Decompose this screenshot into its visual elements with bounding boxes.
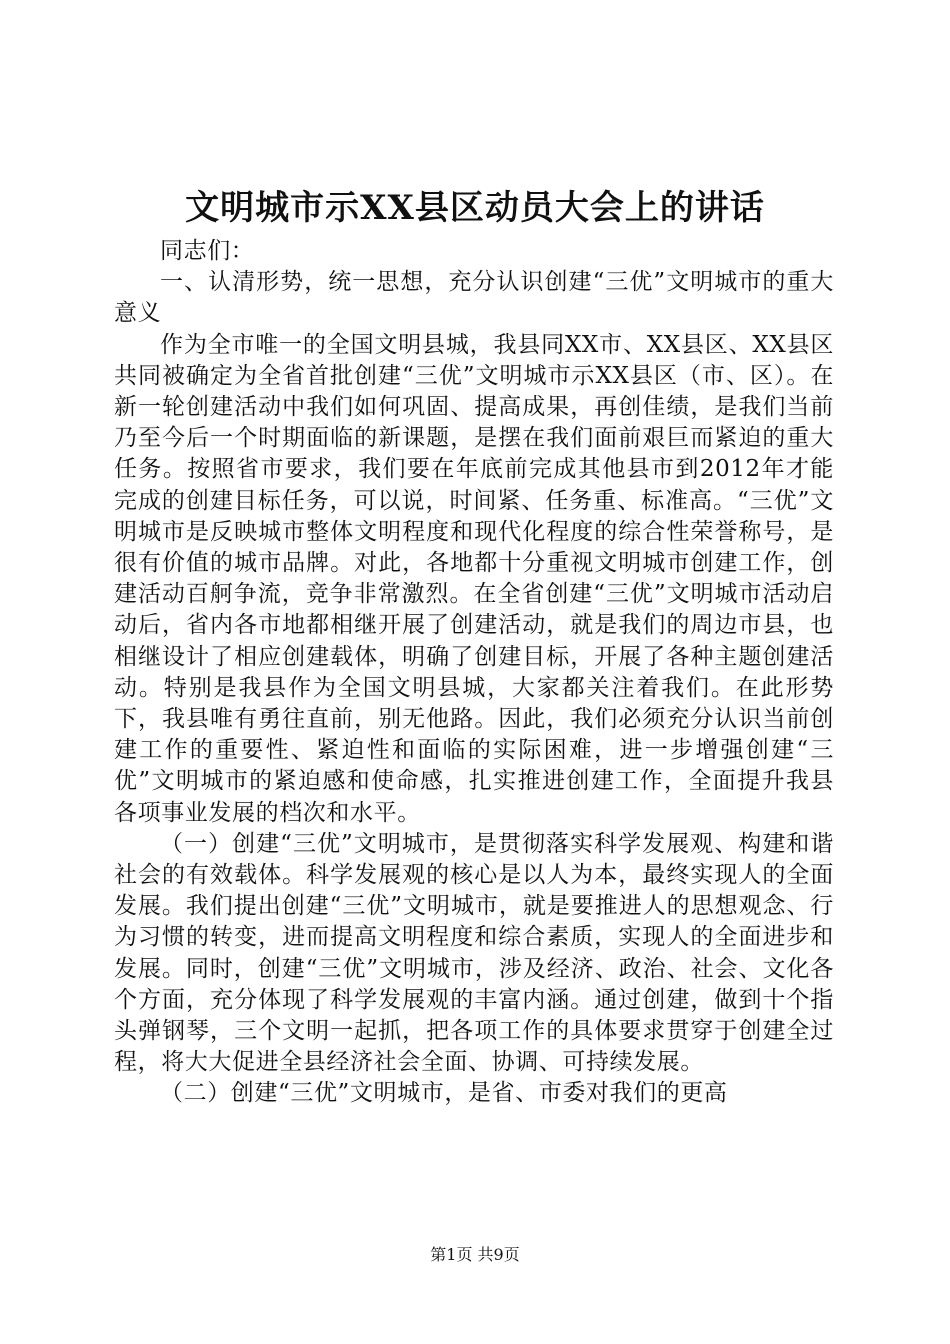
body-paragraph: （二）创建“三优”文明城市，是省、市委对我们的更高 (160, 1080, 728, 1107)
section-heading-1: 一、认清形势，统一思想，充分认识创建“三优”文明城市的重大意义 (114, 269, 834, 327)
body-paragraph: （一）创建“三优”文明城市，是贯彻落实科学发展观、构建和谐社会的有效载体。科学发展观的核心是以人为本，最终实现人的全面发展。我们提出创建“三优”文明城市，就是要推进人的思想观念、行为习惯的转变，进而提高文明程度和综合素质，实现人的全面进步和发展。同时，创建“三优”文明城市，涉及经济、政治、社会、文化各个方面，充分体现了科学发展观的丰富内涵。通过创建，做到十个指头弹钢琴，三个文明一起抓，把各项工作的具体要求贯穿于创建全过程，将大大促进全县经济社会全面、协调、可持续发展。 (114, 830, 834, 1076)
salutation: 同志们： (160, 238, 255, 264)
document-body (114, 236, 834, 1110)
page-footer: 第1页 共9页 (430, 1245, 520, 1264)
body-paragraph: 作为全市唯一的全国文明县城，我县同XX市、XX县区、XX县区共同被确定为全省首批创建“三优”文明城市示XX县区（市、区）。在新一轮创建活动中我们如何巩固、提高成果，再创佳绩，是我们当前乃至今后一个时期面临的新课题，是摆在我们面前艰巨而紧迫的重大任务。按照省市要求，我们要在年底前完成其他县市到2012年才能完成的创建目标任务，可以说，时间紧、任务重、标准高。“三优”文明城市是反映城市整体文明程度和现代化程度的综合性荣誉称号，是很有价值的城市品牌。对此，各地都十分重视文明城市创建工作，创建活动百舸争流，竞争非常激烈。在全省创建“三优”文明城市活动启动后，省内各市地都相继开展了创建活动，就是我们的周边市县，也相继设计了相应创建载体，明确了创建目标，开展了各种主题创建活动。特别是我县作为全国文明县城，大家都关注着我们。在此形势下，我县唯有勇往直前，别无他路。因此，我们必须充分认识当前创建工作的重要性、紧迫性和面临的实际困难，进一步增强创建“三优”文明城市的紧迫感和使命感，扎实推进创建工作，全面提升我县各项事业发展的档次和水平。 (114, 331, 834, 826)
document-title: 文明城市示XX县区动员大会上的讲话 (185, 188, 765, 228)
